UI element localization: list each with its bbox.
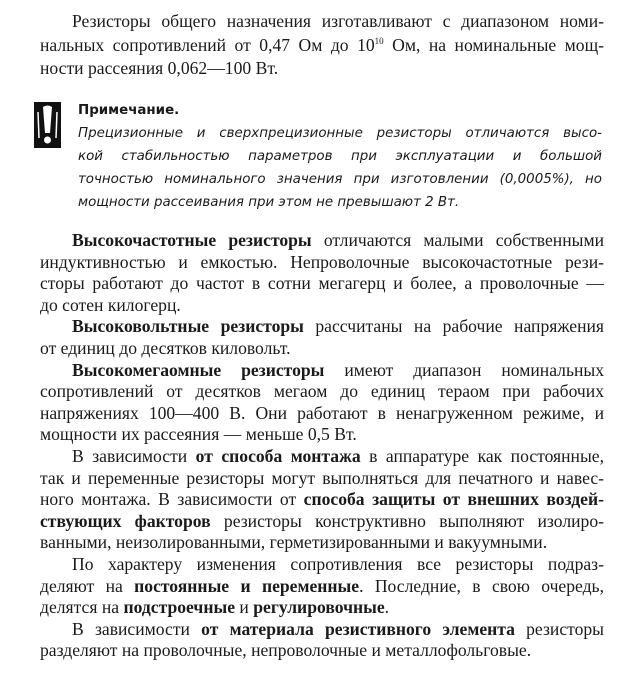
- text-line: [40, 446, 604, 468]
- note-title: Примечание.: [78, 103, 180, 118]
- text-line: [40, 511, 604, 533]
- text-span: в аппаратуре как постоянные,: [360, 445, 604, 466]
- bold-term: от способа монтажа: [195, 445, 361, 466]
- text-line: [40, 273, 604, 295]
- text-span: ности рассеяния 0,062—100 Вт.: [40, 58, 279, 78]
- text-line: [40, 554, 604, 576]
- text-line: [40, 316, 604, 338]
- text-span: В зависимости: [72, 618, 202, 639]
- note-line: Прецизионные и сверхпрецизионные резисторы отличаются высо-: [78, 126, 602, 141]
- text-line: [40, 295, 604, 317]
- bold-term: подстроечные: [123, 597, 236, 618]
- superscript: 10: [374, 35, 384, 46]
- bold-term: ствующих факторов: [40, 510, 211, 531]
- text-line: [40, 230, 604, 252]
- text-line: [40, 360, 604, 382]
- text-line: [40, 640, 604, 662]
- text-span: сторы работают до частот в сотни мегагерц и более, а проволочные —: [40, 273, 604, 294]
- bold-term: Высокочастотные резисторы: [72, 230, 312, 250]
- text-line: [40, 252, 604, 274]
- text-span: и: [235, 597, 254, 618]
- text-span: По характеру изменения сопротивления все резисторы подраз-: [72, 553, 604, 574]
- text-line: [40, 489, 604, 511]
- text-line: [40, 57, 604, 81]
- intro-paragraph: [40, 10, 604, 81]
- text-line: [40, 10, 604, 34]
- text-span: ного монтажа. В зависимости от: [40, 489, 304, 510]
- text-span: нальных сопротивлений от 0,47 Ом до 10: [40, 34, 375, 55]
- text-line: [40, 597, 604, 619]
- bold-term: от материала резистивного элемента: [201, 618, 515, 639]
- bold-term: Высоковольтные резисторы: [72, 316, 304, 337]
- text-span: Резисторы общего назначения изготавливают с диапазоном номи-: [72, 11, 604, 31]
- bold-term: Высокомегаомные резисторы: [72, 359, 325, 380]
- text-span: резисторы конструктивно выполняют изолиро-: [210, 510, 604, 531]
- text-span: делятся на: [40, 597, 124, 618]
- text-span: разделяют на проволочные, непроволочные и металлофольговые.: [40, 640, 532, 661]
- text-line: [40, 338, 604, 360]
- text-line: [40, 381, 604, 403]
- text-span: имеют диапазон номинальных: [324, 359, 605, 380]
- text-line: [40, 34, 604, 58]
- text-line: [40, 532, 604, 554]
- bold-term: постоянные и переменные: [134, 575, 360, 596]
- text-span: мощности их рассеяния — меньше 0,5 Вт.: [40, 424, 357, 445]
- text-span: напряжениях 100—400 В. Они работают в ненагруженном режиме, и: [40, 402, 604, 423]
- text-span: ванными, неизолированными, герметизированными и вакуумными.: [40, 532, 548, 553]
- text-span: от единиц до десятков киловольт.: [40, 337, 291, 358]
- text-span: индуктивностью и емкостью. Непроволочные высокочастотные рези-: [40, 251, 604, 272]
- note-line: мощности рассеивания при этом не превышают 2 Вт.: [78, 195, 460, 210]
- text-line: [40, 619, 604, 641]
- text-line: [40, 576, 604, 598]
- text-span: Ом, на номинальные мощ-: [383, 34, 605, 55]
- note-line: кой стабильностью параметров при эксплуатации и большой: [78, 149, 602, 164]
- bold-term: регулировочные: [253, 597, 385, 618]
- exclamation-icon: [34, 102, 61, 148]
- text-span: до сотен килогерц.: [40, 294, 181, 315]
- text-span: резисторы: [514, 618, 604, 639]
- text-span: отличаются малыми собственными: [311, 230, 604, 250]
- text-span: так и переменные резисторы могут выполняться для печатного и навес-: [40, 467, 604, 488]
- text-span: .: [384, 597, 390, 618]
- text-line: [40, 424, 604, 446]
- text-span: сопротивлений от десятков мегаом до единиц тераом при рабочих: [40, 381, 604, 402]
- text-span: В зависимости: [72, 445, 196, 466]
- text-line: [40, 468, 604, 490]
- text-span: деляют на: [40, 575, 135, 596]
- note-line: точностью номинального значения при изготовлении (0,0005%), но: [78, 172, 602, 187]
- text-line: [40, 403, 604, 425]
- bold-term: способа защиты от внешних воздей-: [303, 489, 604, 510]
- text-span: рассчитаны на рабочие напряжения: [303, 316, 604, 337]
- text-span: . Последние, в свою очередь,: [359, 575, 604, 596]
- body-text: [40, 230, 604, 662]
